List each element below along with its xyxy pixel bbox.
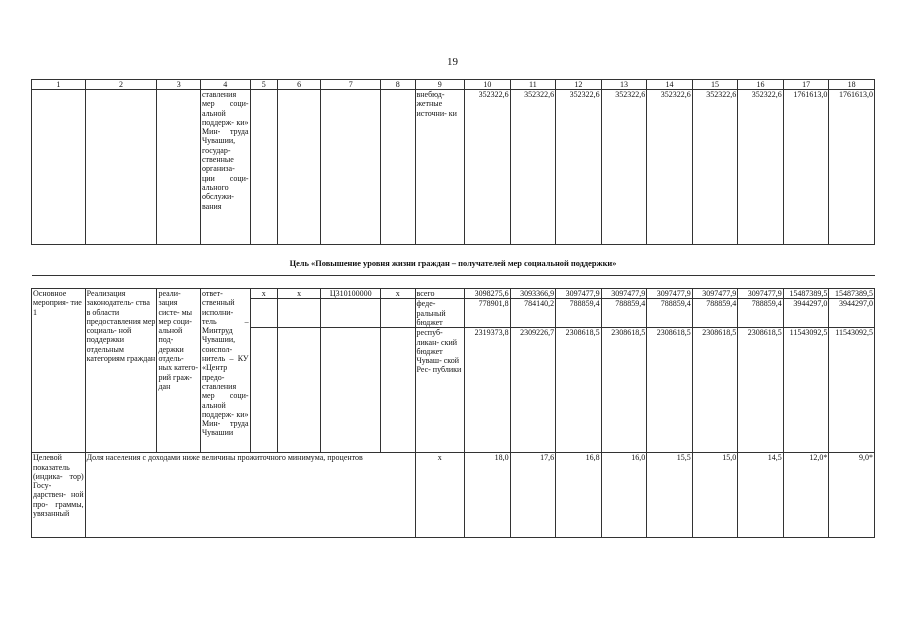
header-cell: 12 <box>556 80 602 90</box>
table-cell <box>250 90 277 245</box>
responsible-executor-cell: ответ- ственный исполни- тель – Минтруд Чувашии, соиспол- нитель – КУ «Центр предо- ставления мер соци- альной поддерж- ки» Мин- труда Чувашии <box>200 289 250 453</box>
continuation-row <box>32 90 875 245</box>
program-table <box>31 79 875 538</box>
responsible-executor-cell: ставления мер соци- альной поддерж- ки» Мин- труда Чувашии, государ- ственные организа- ции соци- ального обслужи- вания <box>200 90 250 245</box>
header-cell: 10 <box>465 80 511 90</box>
value-cell: 15487389,5 <box>829 289 875 299</box>
table-cell <box>381 328 415 453</box>
header-cell: 18 <box>829 80 875 90</box>
table-cell <box>321 299 381 328</box>
value-cell: 15487389,5 <box>783 289 829 299</box>
value-cell: 2308618,5 <box>556 328 602 453</box>
header-cell: 13 <box>601 80 647 90</box>
code-cell: х <box>277 289 321 299</box>
header-row <box>32 80 875 90</box>
value-cell: 352322,6 <box>692 90 738 245</box>
code-cell: х <box>250 289 277 299</box>
goal-row <box>32 259 875 276</box>
value-cell: 778901,8 <box>465 299 511 328</box>
funding-source-cell: внебюд- жетные источни- ки <box>415 90 465 245</box>
value-cell: 16,0 <box>601 453 647 538</box>
table-cell <box>321 90 381 245</box>
value-cell: 352322,6 <box>465 90 511 245</box>
spacer-row <box>32 245 875 260</box>
table-cell <box>381 90 415 245</box>
spacer-row <box>32 276 875 289</box>
indicator-name-cell: Доля населения с доходами ниже величины прожиточного минимума, процентов <box>85 453 415 538</box>
header-cell: 14 <box>647 80 693 90</box>
value-cell: 2308618,5 <box>738 328 784 453</box>
table-cell <box>32 90 86 245</box>
value-cell: 352322,6 <box>738 90 784 245</box>
table-cell <box>277 90 321 245</box>
indicator-type-cell: Целевой показатель (индика- тор) Госу- дарствен- ной про- граммы, увязанный <box>32 453 86 538</box>
funding-source-cell: феде- ральный бюджет <box>415 299 465 328</box>
value-cell: 784140,2 <box>510 299 556 328</box>
value-cell: 16,8 <box>556 453 602 538</box>
value-cell: 3097477,9 <box>692 289 738 299</box>
value-cell: 11543092,5 <box>783 328 829 453</box>
value-cell: 15,0 <box>692 453 738 538</box>
value-cell: 352322,6 <box>510 90 556 245</box>
value-cell: 17,6 <box>510 453 556 538</box>
header-cell: 16 <box>738 80 784 90</box>
spacer-cell <box>32 276 875 289</box>
header-cell: 11 <box>510 80 556 90</box>
activity-name-cell: Реализация законодатель- ства в области предоставления мер социаль- ной поддержки отдельным категориям граждан <box>85 289 157 453</box>
table-cell <box>321 328 381 453</box>
table-cell <box>157 90 201 245</box>
value-cell: 352322,6 <box>601 90 647 245</box>
value-cell: 2319373,8 <box>465 328 511 453</box>
page-number: 19 <box>447 56 458 68</box>
value-cell: 2308618,5 <box>692 328 738 453</box>
value-cell: 788859,4 <box>601 299 647 328</box>
value-cell: 2308618,5 <box>647 328 693 453</box>
code-cell: х <box>381 289 415 299</box>
value-cell: 788859,4 <box>556 299 602 328</box>
header-cell: 9 <box>415 80 465 90</box>
header-cell: 8 <box>381 80 415 90</box>
value-cell: 3097477,9 <box>738 289 784 299</box>
header-cell: 17 <box>783 80 829 90</box>
value-cell: 12,0* <box>783 453 829 538</box>
funding-source-cell: респуб- ликан- ский бюджет Чуваш- ской Рес- публики <box>415 328 465 453</box>
table-cell <box>381 299 415 328</box>
indicator-unit-cell: х <box>415 453 465 538</box>
value-cell: 352322,6 <box>647 90 693 245</box>
value-cell: 788859,4 <box>692 299 738 328</box>
value-cell: 3097477,9 <box>601 289 647 299</box>
value-cell: 1761613,0 <box>783 90 829 245</box>
header-cell: 3 <box>157 80 201 90</box>
goal-heading: Цель «Повышение уровня жизни граждан – получателей мер социальной поддержки» <box>32 259 875 276</box>
value-cell: 2309226,7 <box>510 328 556 453</box>
header-cell: 5 <box>250 80 277 90</box>
activity-task-cell: реали- зация систе- мы мер соци- альной под- держки отдель- ных катего- рий граж- дан <box>157 289 201 453</box>
funding-source-cell: всего <box>415 289 465 299</box>
value-cell: 3944297,0 <box>829 299 875 328</box>
value-cell: 3098275,6 <box>465 289 511 299</box>
value-cell: 11543092,5 <box>829 328 875 453</box>
value-cell: 9,0* <box>829 453 875 538</box>
header-cell: 4 <box>200 80 250 90</box>
value-cell: 3097477,9 <box>556 289 602 299</box>
header-cell: 2 <box>85 80 157 90</box>
activity-type-cell: Основное мероприя- тие 1 <box>32 289 86 453</box>
target-indicator-row <box>32 453 875 538</box>
value-cell: 14,5 <box>738 453 784 538</box>
value-cell: 2308618,5 <box>601 328 647 453</box>
value-cell: 3944297,0 <box>783 299 829 328</box>
table-cell <box>250 299 277 328</box>
value-cell: 788859,4 <box>647 299 693 328</box>
value-cell: 352322,6 <box>556 90 602 245</box>
main-activity-row <box>32 289 875 299</box>
header-cell: 7 <box>321 80 381 90</box>
value-cell: 18,0 <box>465 453 511 538</box>
header-cell: 15 <box>692 80 738 90</box>
budget-code-cell: Ц310100000 <box>321 289 381 299</box>
value-cell: 3093366,9 <box>510 289 556 299</box>
spacer-cell <box>32 245 875 260</box>
value-cell: 3097477,9 <box>647 289 693 299</box>
header-cell: 6 <box>277 80 321 90</box>
value-cell: 1761613,0 <box>829 90 875 245</box>
table-cell <box>85 90 157 245</box>
header-cell: 1 <box>32 80 86 90</box>
value-cell: 15,5 <box>647 453 693 538</box>
value-cell: 788859,4 <box>738 299 784 328</box>
table-cell <box>277 299 321 328</box>
table-cell <box>250 328 277 453</box>
table-cell <box>277 328 321 453</box>
